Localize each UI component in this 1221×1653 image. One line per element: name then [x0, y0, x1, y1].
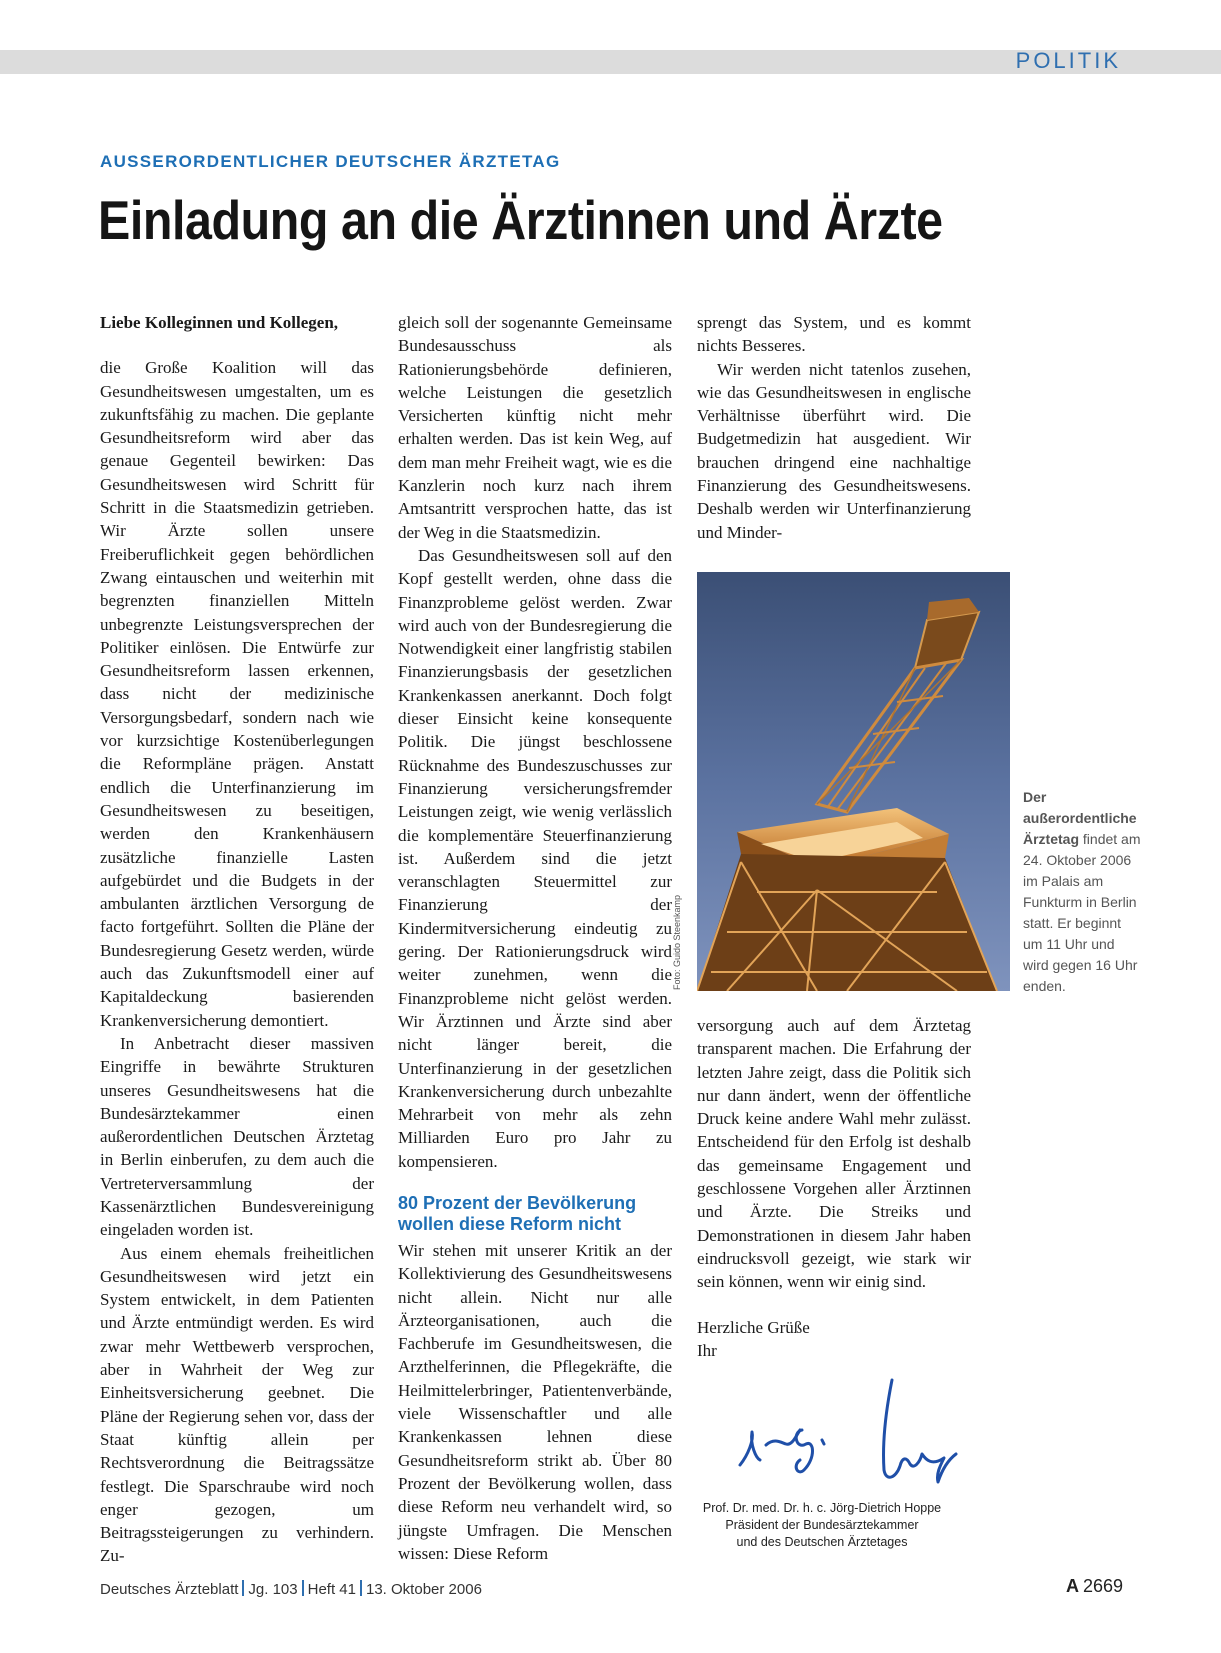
signer-block [697, 1500, 947, 1551]
column-1 [100, 311, 374, 1568]
signer-name: Prof. Dr. med. Dr. h. c. Jörg-Dietrich Hoppe [702, 1501, 942, 1515]
paragraph: sprengt das System, und es kommt nichts Besseres. [697, 313, 971, 356]
paragraph: Aus einem ehemals freiheitlichen Gesundheitswesen wird jetzt ein System entwickelt, in dem Patienten und Ärzte entmündigt werden. Es wird zwar mehr Wettbewerb versprochen, aber in Wahrheit der Weg zur Einheitsversicherung geebnet. Die Pläne der Regierung sehen vor, dass der Staat künftig allein per Rechtsverordnung die Beitragssätze festlegt. Die Sparschraube wird noch enger gezogen, um Beitragssteigerungen zu verhindern. Zu- [100, 1243, 374, 1566]
paragraph: Das Gesundheitswesen soll auf den Kopf gestellt werden, ohne dass die Finanzprobleme gelöst werden. Zwar wird auch von der Bundesregierung die Notwendigkeit einer langfristig stabilen Finanzierungsbasis der gesetzlichen Krankenkassen anerkannt. Doch folgt dieser Einsicht keine konsequente Politik. Die jüngst beschlossene Rücknahme des Bundeszuschusses zur Finanzierung versicherungsfremder Leistungen zeigt, wie wenig verlässlich die komplementäre Steuerfinanzierung ist. Außerdem sind die jetzt veranschlagten Steuermittel zur Finanzierung der Kindermitversicherung eindeutig zu gering. Der Rationierungsdruck wird weiter zunehmen, wenn die Finanzprobleme nicht gelöst werden. Wir Ärztinnen und Ärzte sind aber nicht länger bereit, die Unterfinanzierung in der gesetzlichen Krankenversicherung durch unbezahlte Mehrarbeit von mehr als zehn Milliarden Euro pro Jahr zu kompensieren. [398, 545, 672, 1171]
paragraph: In Anbetracht dieser massiven Eingriffe in bewährte Strukturen unseres Gesundheitswesens hat die Bundesärztekammer einen außerordentlichen Deutschen Ärztetag in Berlin einberufen, zu dem auch die Vertreterversammlung der Kassenärztlichen Bundesvereinigung eingeladen worden ist. [100, 1033, 374, 1240]
column-3-bottom [697, 1014, 971, 1362]
paragraph: gleich soll der sogenannte Gemeinsame Bundesausschuss als Rationierungsbehörde definieren, welche Leistungen die gesetzlich Versicherten künftig nicht mehr erhalten werden. Das ist kein Weg, auf dem man mehr Freiheit wagt, wie es die Kanzlerin noch kurz nach ihrem Amtsantritt versprochen hatte, das ist der Weg in die Staatsmedizin. [398, 313, 672, 542]
closing-ihr: Ihr [697, 1340, 717, 1360]
subheading: 80 Prozent der Bevölkerung wollen diese Reform nicht [398, 1192, 637, 1234]
closing-greeting: Herzliche Grüße [697, 1317, 810, 1337]
paragraph: versorgung auch auf dem Ärztetag transparent machen. Die Erfahrung der letzten Jahre zeigt, dass die Politik sich nur dann ändert, wenn der öffentliche Druck keine andere Wahl mehr zulässt. Entscheidend für den Erfolg ist deshalb das gemeinsame Engagement und geschlossene Vorgehen aller Ärztinnen und Ärzte. Die Streiks und Demonstrationen in diesem Jahr haben eindrucksvoll gezeigt, wie stark wir sein können, wenn wir einig sind. [697, 1016, 971, 1292]
kicker: AUSSERORDENTLICHER DEUTSCHER ÄRZTETAG [100, 152, 561, 171]
handwritten-signature [730, 1370, 960, 1495]
footer [100, 1580, 482, 1598]
footer-divider [242, 1580, 244, 1596]
page-number-value: 2669 [1082, 1576, 1123, 1596]
journal-volume: Jg. 103 [248, 1581, 298, 1598]
journal-date: 13. Oktober 2006 [366, 1581, 482, 1598]
journal-issue: Heft 41 [307, 1581, 356, 1598]
headline: Einladung an die Ärztinnen und Ärzte [98, 189, 943, 251]
salutation: Liebe Kolleginnen und Kollegen, [100, 313, 339, 332]
column-2 [398, 311, 672, 1565]
page-number [1066, 1576, 1123, 1597]
photo-caption [1023, 787, 1143, 997]
section-label: POLITIK [1015, 48, 1121, 73]
paragraph: die Große Koalition will das Gesundheitswesen umgestalten, um es zukunftsfähig zu machen. Die geplante Gesundheitsreform wird aber das genaue Gegenteil bewirken: Das Gesundheitswesen wird Schritt für Schritt in die Staatsmedizin getrieben. Wir Ärzte sollen unsere Freiberuflichkeit gegen behördlichen Zwang eintauschen und weiterhin mit begrenzten finanziellen Mitteln unbegrenzte Leistungsversprechen der Politiker einlösen. Die Entwürfe zur Gesundheitsreform lassen erkennen, dass nicht der medizinische Versorgungsbedarf, sondern nach wie vor kurzsichtige Kostenüberlegungen die Reformpläne prägen. Anstatt endlich die Unterfinanzierung im Gesundheitswesen zu beseitigen, werden den Krankenhäusern zusätzliche finanzielle Lasten aufgebürdet und die Budgets in der ambulanten ärztlichen Versorgung de facto fortgeführt. Sollten die Pläne der Bundesregierung Gesetz werden, würde auch das Zukunftsmodell einer auf Kapitaldeckung basierenden Krankenversicherung demontiert. [100, 358, 374, 1030]
signer-title-2: und des Deutschen Ärztetages [736, 1535, 908, 1549]
footer-divider [302, 1580, 304, 1596]
page-prefix: A [1065, 1576, 1079, 1596]
funkturm-photo [697, 572, 1010, 991]
caption-bold: Der außerordentliche Ärztetag [1023, 789, 1137, 847]
journal-name: Deutsches Ärzteblatt [100, 1581, 239, 1598]
column-3-top [697, 311, 971, 544]
paragraph: Wir werden nicht tatenlos zusehen, wie das Gesundheitswesen in englische Verhältnisse überführt wird. Die Budgetmedizin hat ausgedient. Wir brauchen dringend eine nachhaltige Finanzierung des Gesundheitswesens. Deshalb werden wir Unterfinanzierung und Minder- [697, 359, 971, 542]
paragraph: Wir stehen mit unserer Kritik an der Kollektivierung des Gesundheitswesens nicht allein. Nicht nur alle Ärzteorganisationen, auch die Fachberufe im Gesundheitswesen, die Arzthelferinnen, die Pflegekräfte, die Heilmittelerbringer, Patientenverbände, viele Wissenschaftler und alle Krankenkassen lehnen diese Gesundheitsreform strikt ab. Über 80 Prozent der Bevölkerung wollen, dass diese Reform neu verhandelt wird, so jüngste Umfragen. Die Menschen wissen: Diese Reform [398, 1240, 672, 1563]
caption-text: findet am 24. Oktober 2006 im Palais am Funkturm in Berlin statt. Er beginnt um 11 Uhr und wird gegen 16 Uhr enden. [1023, 831, 1141, 994]
footer-divider [360, 1580, 362, 1596]
signer-title: Präsident der Bundesärztekammer [725, 1518, 919, 1532]
photo-credit: Foto: Guido Steenkamp [672, 894, 682, 990]
